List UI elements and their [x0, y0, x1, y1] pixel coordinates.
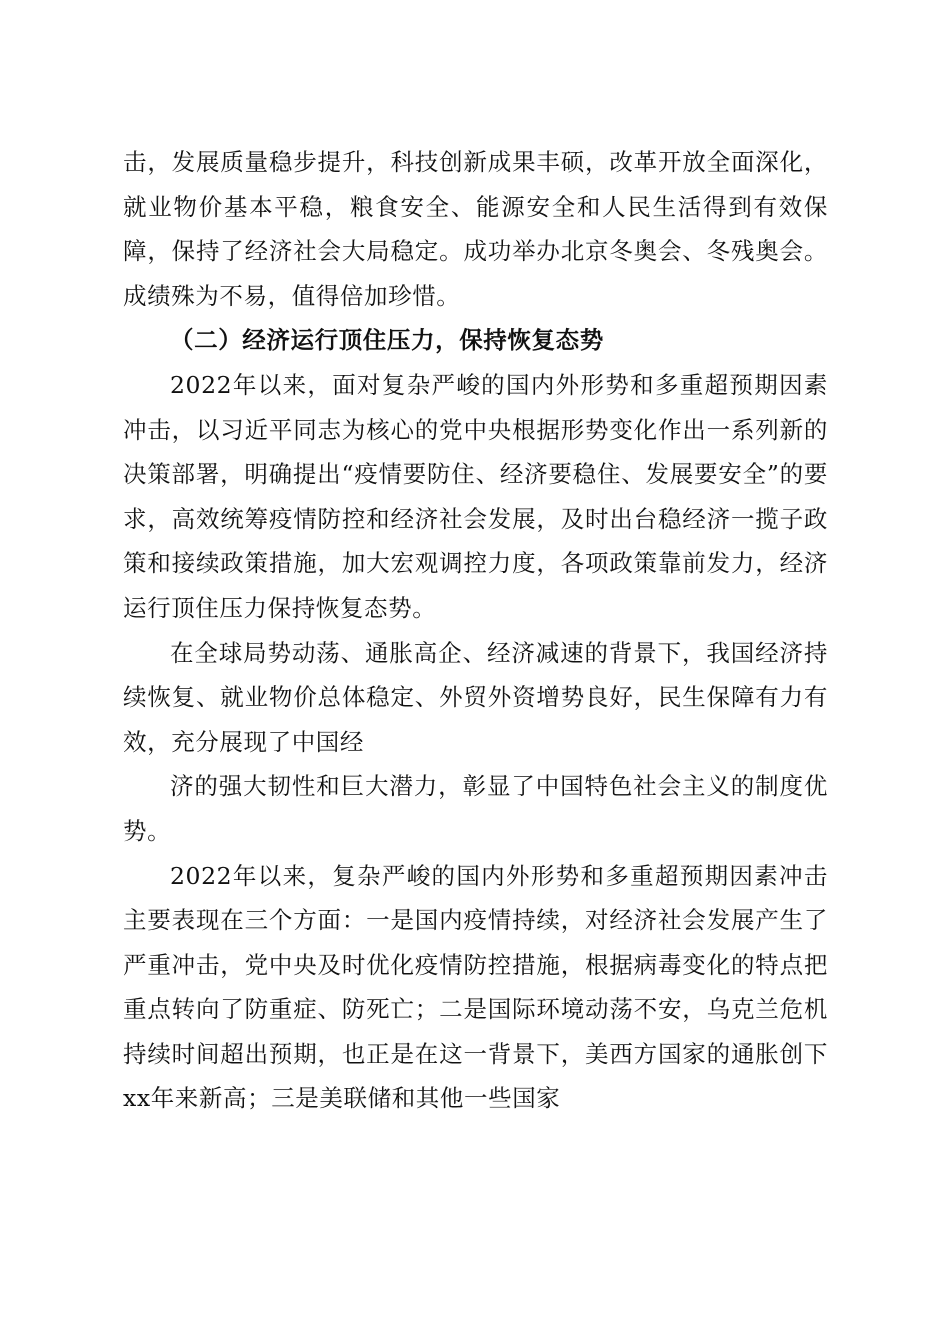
paragraph: 在全球局势动荡、通胀高企、经济减速的背景下，我国经济持续恢复、就业物价总体稳定、外贸外资增势良好，民生保障有力有效，充分展现了中国经 — [123, 638, 828, 756]
document-body — [123, 140, 828, 1121]
paragraph: 2022年以来，面对复杂严峻的国内外形势和多重超预期因素冲击，以习近平同志为核心的党中央根据形势变化作出一系列新的决策部署，明确提出“疫情要防住、经济要稳住、发展要安全”的要求，高效统筹疫情防控和经济社会发展，及时出台稳经济一揽子政策和接续政策措施，加大宏观调控力度，各项政策靠前发力，经济运行顶住压力保持恢复态势。 — [123, 370, 828, 622]
paragraph: 济的强大韧性和巨大潜力，彰显了中国特色社会主义的制度优势。 — [123, 772, 828, 845]
section-heading: （二）经济运行顶住压力，保持恢复态势 — [170, 326, 604, 355]
paragraph: 2022年以来，复杂严峻的国内外形势和多重超预期因素冲击主要表现在三个方面：一是国内疫情持续，对经济社会发展产生了严重冲击，党中央及时优化疫情防控措施，根据病毒变化的特点把重点转向了防重症、防死亡；二是国际环境动荡不安，乌克兰危机持续时间超出预期，也正是在这一背景下，美西方国家的通胀创下xx年来新高；三是美联储和其他一些国家 — [123, 861, 828, 1113]
paragraph-continuation: 击，发展质量稳步提升，科技创新成果丰硕，改革开放全面深化，就业物价基本平稳，粮食安全、能源安全和人民生活得到有效保障，保持了经济社会大局稳定。成功举办北京冬奥会、冬残奥会。成绩殊为不易，值得倍加珍惜。 — [123, 148, 828, 310]
